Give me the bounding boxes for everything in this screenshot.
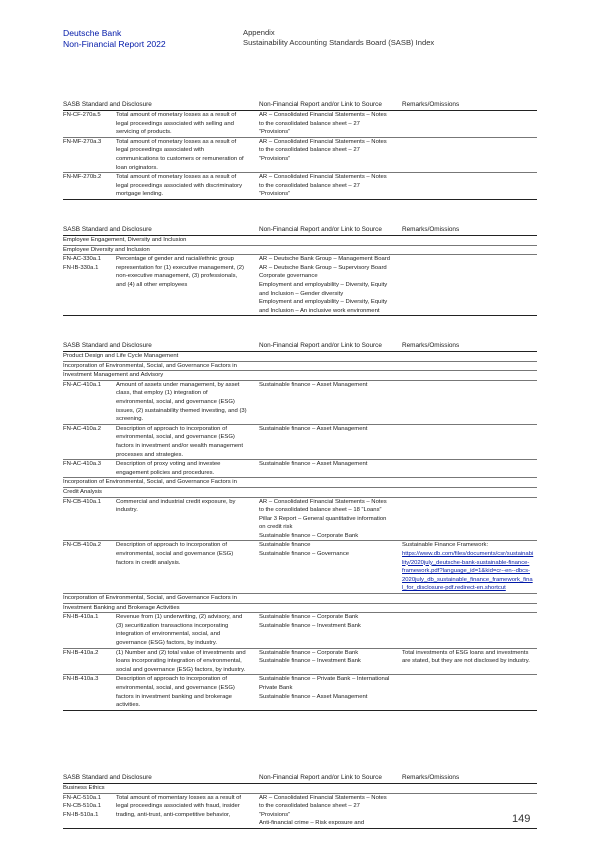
source-reference-line: Sustainable finance <box>259 542 311 549</box>
col-header-source: Non-Financial Report and/or Link to Source <box>259 774 382 781</box>
disclosure-text-line: environmental, social, and governance (ESG) <box>116 434 235 441</box>
table-header <box>63 101 537 111</box>
source-reference-line: Sustainable finance – Asset Management <box>259 381 368 388</box>
source-reference <box>259 138 402 172</box>
source-reference-line: Anti-financial crime – Risk exposure and <box>259 820 365 827</box>
source-reference <box>259 111 402 137</box>
sasb-code <box>63 425 116 459</box>
remarks <box>402 649 537 675</box>
col-header-remarks: Remarks/Omissions <box>402 226 460 233</box>
disclosure-text-line: environmental, social, and governance (ESG) <box>116 398 235 405</box>
table-header <box>63 226 537 236</box>
source-reference <box>259 794 402 828</box>
remarks <box>402 541 537 593</box>
disclosure-text-line: Description of approach to incorporation of <box>116 542 228 549</box>
source-reference-line: Sustainable finance – Investment Bank <box>259 622 361 629</box>
section-heading: Product Design and Life Cycle Management <box>63 352 537 362</box>
disclosure-text-line: loans incorporating integration of environmental, <box>116 658 242 665</box>
disclosure-text-line: issues, (2) sustainability themed investing, and (3) <box>116 407 247 414</box>
table-row <box>63 111 537 138</box>
remarks <box>402 255 537 315</box>
disclosure-text-line: factors in investment and/or wealth management <box>116 442 244 449</box>
disclosure-text-line: governance (ESG) factors, by industry. <box>116 640 218 646</box>
section-heading: Incorporation of Environmental, Social, and Governance Factors in <box>63 362 537 372</box>
table-row <box>63 425 537 460</box>
disclosure-text-line: environmental, social, and governance (ESG) <box>116 684 235 691</box>
section-heading: Business Ethics <box>63 784 537 794</box>
source-reference <box>259 613 402 647</box>
remarks <box>402 381 537 424</box>
table-row <box>63 649 537 676</box>
source-reference-line: Sustainable finance – Asset Management <box>259 425 368 432</box>
disclosure-text-line: and (4) all other employees <box>116 281 188 288</box>
subsection-title: Sustainability Accounting Standards Board (SASB) Index <box>243 37 435 47</box>
sasb-code <box>63 460 116 477</box>
disclosure-text <box>116 460 259 477</box>
col-header-source: Non-Financial Report and/or Link to Source <box>259 226 382 233</box>
source-reference-line: to the consolidated balance sheet – 27 <box>259 803 360 810</box>
source-reference-line: AR – Consolidated Financial Statements – Notes <box>259 498 387 505</box>
company-name: Deutsche Bank <box>63 28 122 38</box>
disclosure-text-line: representation for (1) executive management, (2) <box>116 264 245 271</box>
disclosure-text-line: class, that employ (1) integration of <box>116 390 208 397</box>
report-title: Non-Financial Report 2022 <box>63 38 166 49</box>
disclosure-text-line: Amount of assets under management, by asset <box>116 381 240 388</box>
col-header-remarks: Remarks/Omissions <box>402 774 460 781</box>
disclosure-text-line: legal proceedings associated with <box>116 147 205 154</box>
table-header <box>63 774 537 784</box>
source-reference-line: Sustainable finance – Corporate Bank <box>259 614 359 621</box>
source-reference-line: Sustainable finance – Private Bank – International <box>259 676 390 683</box>
disclosure-text-line: legal proceedings associated with discriminatory <box>116 182 243 189</box>
source-reference-line: Sustainable finance – Asset Management <box>259 693 368 700</box>
disclosure-text-line: processes and strategies. <box>116 451 184 458</box>
col-header-remarks: Remarks/Omissions <box>402 101 460 108</box>
disclosure-text <box>116 794 259 828</box>
col-header-standard: SASB Standard and Disclosure <box>63 774 152 781</box>
section-heading: Investment Banking and Brokerage Activities <box>63 604 537 614</box>
sasb-code <box>63 541 116 593</box>
sasb-code <box>63 381 116 424</box>
remarks <box>402 173 537 199</box>
sasb-code-line: FN-AC-410a.1 <box>63 381 101 388</box>
source-reference-line: “Provisions” <box>259 155 291 162</box>
disclosure-text-line: activities. <box>116 702 141 709</box>
remarks-line: Sustainable Finance Framework: <box>402 542 489 549</box>
table-row <box>63 794 537 829</box>
disclosure-text-line: integration of environmental, social, and <box>116 631 221 638</box>
disclosure-text-line: legal proceedings associated with selling and <box>116 120 234 127</box>
table-row <box>63 138 537 173</box>
sasb-code-line: FN-CB-410a.2 <box>63 542 101 549</box>
sasb-code <box>63 255 116 315</box>
table-row <box>63 498 537 542</box>
remarks-line: are stated, but they are not disclosed by industry. <box>402 658 530 665</box>
disclosure-text-line: engagement policies and procedures. <box>116 469 215 476</box>
sasb-code <box>63 111 116 137</box>
disclosure-text <box>116 138 259 172</box>
disclosure-text-line: (1) Number and (2) total value of investments and <box>116 649 246 656</box>
sasb-code-line: FN-IB-410a.2 <box>63 649 99 656</box>
disclosure-text <box>116 649 259 675</box>
section-heading: Incorporation of Environmental, Social, and Governance Factors in <box>63 594 537 604</box>
disclosure-text-line: communications to customers or remuneration of <box>116 155 244 162</box>
disclosure-text <box>116 613 259 647</box>
disclosure-text-line: Description of approach to incorporation of <box>116 425 228 432</box>
disclosure-text <box>116 111 259 137</box>
remarks <box>402 425 537 459</box>
disclosure-text-line: Percentage of gender and racial/ethnic group <box>116 256 234 263</box>
sasb-code-line: FN-IB-410a.3 <box>63 676 99 683</box>
disclosure-text-line: trading, anti-trust, anti-competitive behavior, <box>116 811 231 818</box>
section-heading: Credit Analysis <box>63 488 537 498</box>
disclosure-text-line: factors in investment banking and brokerage <box>116 693 232 700</box>
disclosure-text <box>116 498 259 541</box>
sasb-code-line: FN-CB-410a.1 <box>63 498 101 505</box>
page-number: 149 <box>512 813 531 825</box>
disclosure-text-line: servicing of products. <box>116 129 172 136</box>
col-header-source: Non-Financial Report and/or Link to Source <box>259 101 382 108</box>
table-row <box>63 381 537 425</box>
source-reference-line: Sustainable finance – Corporate Bank <box>259 532 359 539</box>
source-reference-line: Pillar 3 Report – General quantitative information <box>259 515 387 522</box>
table-body <box>63 352 537 711</box>
source-reference <box>259 173 402 199</box>
source-reference <box>259 381 402 424</box>
source-reference-line: “Provisions” <box>259 129 291 136</box>
remarks <box>402 675 537 709</box>
disclosure-text-line: Total amount of monetary losses as a result of <box>116 112 237 118</box>
remarks-line: Total investments of ESG loans and investments <box>402 649 529 656</box>
col-header-standard: SASB Standard and Disclosure <box>63 101 152 108</box>
sasb-code <box>63 498 116 541</box>
sasb-code <box>63 138 116 172</box>
source-link[interactable]: 2020july_db_sustainable_finance_framework_fina <box>402 576 533 583</box>
source-reference-line: Sustainable finance – Asset Management <box>259 461 368 468</box>
source-reference-line: “Provisions” <box>259 811 291 818</box>
section-heading: Incorporation of Environmental, Social, and Governance Factors in <box>63 478 537 488</box>
sasb-code-line: FN-AC-330a.1 <box>63 256 101 263</box>
disclosure-text-line: (3) securitization transactions incorporating <box>116 622 229 629</box>
disclosure-text-line: Total amount of momentary losses as a result of <box>116 794 242 801</box>
source-reference-line: Corporate governance <box>259 273 318 280</box>
source-link[interactable]: https://www.db.com/files/documents/csr/sustainabi <box>402 551 534 558</box>
sasb-code-line: FN-IB-330a.1 <box>63 264 99 271</box>
source-reference-line: AR – Consolidated Financial Statements – Notes <box>259 138 387 145</box>
col-header-standard: SASB Standard and Disclosure <box>63 342 152 349</box>
table-row <box>63 675 537 710</box>
source-reference-line: and Inclusion – An inclusive work environment <box>259 307 380 314</box>
sasb-table-3 <box>63 342 537 711</box>
source-reference <box>259 460 402 477</box>
source-reference <box>259 425 402 459</box>
source-reference-line: Employment and employability – Diversity, Equity <box>259 299 388 306</box>
source-reference-line: AR – Deutsche Bank Group – Supervisory Board <box>259 264 387 271</box>
disclosure-text <box>116 425 259 459</box>
col-header-remarks: Remarks/Omissions <box>402 342 460 349</box>
source-link[interactable]: l_for_disclosure-pdf.redirect-en.shortcut <box>402 585 506 592</box>
source-reference-line: AR – Deutsche Bank Group – Management Board <box>259 256 390 263</box>
sasb-code <box>63 173 116 199</box>
source-reference-line: to the consolidated balance sheet – 27 <box>259 182 360 189</box>
sasb-code <box>63 675 116 709</box>
disclosure-text-line: legal proceedings associated with fraud, insider <box>116 803 240 810</box>
source-reference <box>259 498 402 541</box>
source-reference <box>259 675 402 709</box>
source-reference-line: Private Bank <box>259 684 293 691</box>
table-row <box>63 173 537 200</box>
disclosure-text-line: non-executive management, (3) professionals, <box>116 273 238 280</box>
disclosure-text-line: factors in credit analysis. <box>116 559 181 566</box>
source-reference-line: and Inclusion – Gender diversity <box>259 290 344 297</box>
sasb-code-line: FN-IB-510a.1 <box>63 811 99 818</box>
section-heading: Employee Diversity and Inclusion <box>63 246 537 256</box>
col-header-standard: SASB Standard and Disclosure <box>63 226 152 233</box>
remarks <box>402 613 537 647</box>
disclosure-text-line: Description of approach to incorporation of <box>116 676 228 683</box>
disclosure-text <box>116 675 259 709</box>
disclosure-text-line: loan originators. <box>116 164 158 171</box>
sasb-code-line: FN-CB-510a.1 <box>63 803 101 810</box>
source-link[interactable]: lity/2020july_deutsche-bank-sustainable-finance- <box>402 559 530 566</box>
source-reference-line: Sustainable finance – Corporate Bank <box>259 649 359 656</box>
disclosure-text-line: Description of proxy voting and investee <box>116 461 221 468</box>
disclosure-text-line: Commercial and industrial credit exposure, by <box>116 498 236 505</box>
disclosure-text-line: mortgage lending. <box>116 191 164 198</box>
sasb-code-line: FN-MF-270a.3 <box>63 138 102 145</box>
disclosure-text <box>116 173 259 199</box>
source-reference-line: AR – Consolidated Financial Statements – Notes <box>259 794 387 801</box>
sasb-code-line: FN-AC-510a.1 <box>63 794 101 801</box>
table-row <box>63 255 537 316</box>
source-reference <box>259 541 402 593</box>
source-reference-line: AR – Consolidated Financial Statements – Notes <box>259 112 387 118</box>
disclosure-text <box>116 381 259 424</box>
table-header <box>63 342 537 352</box>
table-body <box>63 111 537 200</box>
col-header-source: Non-Financial Report and/or Link to Source <box>259 342 382 349</box>
sasb-table-2 <box>63 226 537 316</box>
source-link[interactable]: framework.pdf?language_id=1&kid=cr--en--dbcs- <box>402 568 531 575</box>
disclosure-text <box>116 255 259 315</box>
disclosure-text-line: Total amount of monetary losses as a result of <box>116 174 237 181</box>
table-row <box>63 541 537 594</box>
source-reference-line: Employment and employability – Diversity, Equity <box>259 281 388 288</box>
sasb-code-line: FN-CF-270a.5 <box>63 112 101 118</box>
disclosure-text-line: environmental, social and governance (ESG) <box>116 551 234 558</box>
source-reference <box>259 255 402 315</box>
header-left <box>63 28 166 49</box>
section-title: Appendix <box>243 28 275 37</box>
sasb-code-line: FN-IB-410a.1 <box>63 614 99 621</box>
source-reference-line: to the consolidated balance sheet – 27 <box>259 147 360 154</box>
section-heading: Employee Engagement, Diversity and Inclusion <box>63 236 537 246</box>
sasb-code <box>63 794 116 828</box>
remarks <box>402 111 537 137</box>
table-body <box>63 784 537 829</box>
source-reference-line: AR – Consolidated Financial Statements – Notes <box>259 174 387 181</box>
source-reference-line: Sustainable finance – Investment Bank <box>259 658 361 665</box>
section-heading: Investment Management and Advisory <box>63 371 537 381</box>
source-reference-line: Sustainable finance – Governance <box>259 551 350 558</box>
disclosure-text-line: Total amount of monetary losses as a result of <box>116 138 237 145</box>
remarks <box>402 460 537 477</box>
table-row <box>63 613 537 648</box>
source-reference-line: on credit risk <box>259 524 293 531</box>
sasb-code-line: FN-AC-410a.2 <box>63 425 101 432</box>
header-right <box>243 28 434 47</box>
source-reference-line: to the consolidated balance sheet – 18 “Loans” <box>259 507 382 514</box>
source-reference <box>259 649 402 675</box>
source-reference-line: “Provisions” <box>259 191 291 198</box>
disclosure-text-line: screening. <box>116 416 144 423</box>
sasb-code-line: FN-MF-270b.2 <box>63 174 102 181</box>
disclosure-text-line: Revenue from (1) underwriting, (2) advisory, and <box>116 614 243 621</box>
table-row <box>63 460 537 478</box>
sasb-code-line: FN-AC-410a.3 <box>63 461 101 468</box>
remarks <box>402 498 537 541</box>
sasb-table-1 <box>63 101 537 200</box>
sasb-code <box>63 613 116 647</box>
source-reference-line: to the consolidated balance sheet – 27 <box>259 120 360 127</box>
sasb-table-4 <box>63 774 537 829</box>
disclosure-text-line: industry. <box>116 507 138 514</box>
disclosure-text <box>116 541 259 593</box>
remarks <box>402 138 537 172</box>
disclosure-text-line: social and governance (ESG) factors, by industry. <box>116 666 246 673</box>
sasb-code <box>63 649 116 675</box>
table-body <box>63 236 537 316</box>
